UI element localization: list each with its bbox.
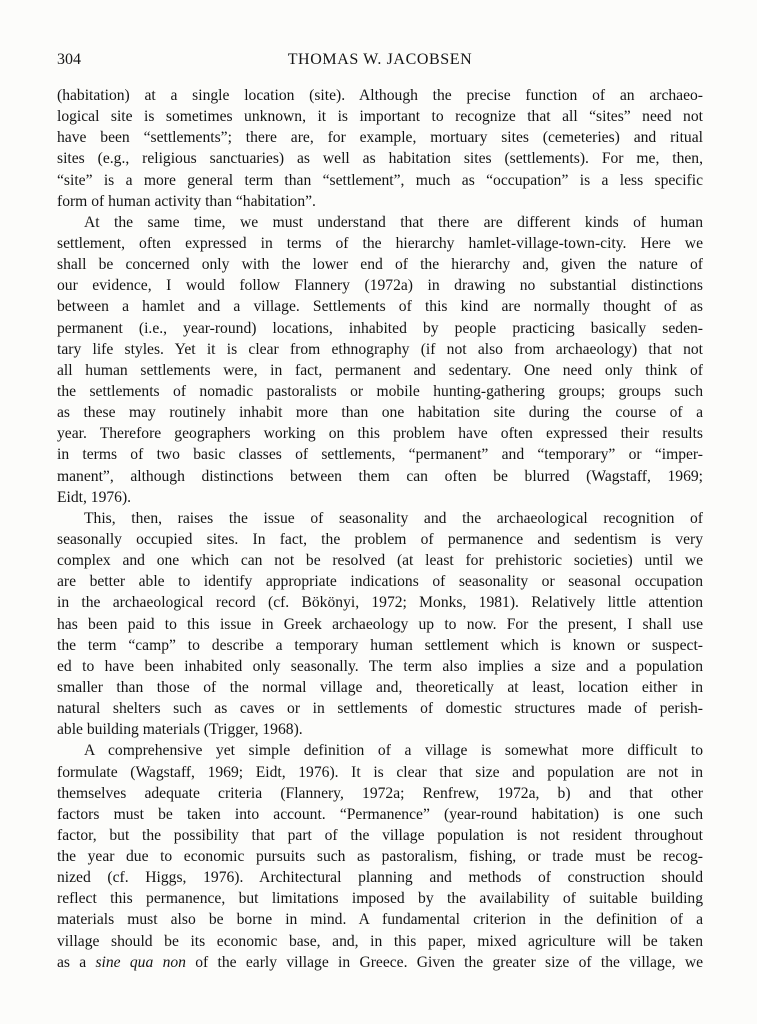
- paragraph: [57, 740, 703, 973]
- text-segment: ed to have been inhabited only seasonally. The term also implies a size and a population: [57, 657, 703, 675]
- text-line: [57, 339, 703, 360]
- text-segment: as a: [57, 953, 96, 971]
- text-segment: complex and one which can not be resolved (at least for prehistoric societies) until we: [57, 552, 703, 570]
- text-line: [57, 677, 703, 698]
- text-segment: all human settlements were, in fact, permanent and sedentary. One need only think of: [57, 361, 703, 379]
- text-segment: year. Therefore geographers working on this problem have often expressed their results: [57, 425, 703, 443]
- text-segment: the term “camp” to describe a temporary human settlement which is known or suspect-: [57, 636, 703, 654]
- text-segment: seasonally occupied sites. In fact, the problem of permanence and sedentism is very: [57, 530, 703, 548]
- text-segment: the settlements of nomadic pastoralists or mobile hunting-gathering groups; groups such: [57, 382, 703, 400]
- text-segment: our evidence, I would follow Flannery (1972a) in drawing no substantial distinctions: [57, 277, 703, 295]
- text-line: [57, 106, 703, 127]
- text-line: [57, 656, 703, 677]
- text-segment: has been paid to this issue in Greek archaeology up to now. For the present, I shall use: [57, 615, 703, 633]
- text-line: [57, 318, 703, 339]
- text-line: [57, 804, 703, 825]
- text-segment: the year due to economic pursuits such as pastoralism, fishing, or trade must be recog-: [57, 848, 703, 866]
- text-line: [57, 529, 703, 550]
- text-segment: in the archaeological record (cf. Bökönyi, 1972; Monks, 1981). Relatively little attention: [57, 594, 703, 612]
- text-line: [57, 888, 703, 909]
- text-segment: At the same time, we must understand that there are different kinds of human: [84, 213, 703, 231]
- text-segment: tary life styles. Yet it is clear from ethnography (if not also from archaeology) that not: [57, 340, 703, 358]
- italic-phrase: sine qua non: [95, 953, 186, 971]
- text-line: [57, 191, 703, 212]
- text-segment: manent”, although distinctions between them can often be blurred (Wagstaff, 1969;: [57, 467, 703, 485]
- text-line: [57, 212, 703, 233]
- text-segment: village should be its economic base, and, in this paper, mixed agriculture will be taken: [57, 932, 703, 950]
- text-segment: A comprehensive yet simple definition of a village is somewhat more difficult to: [84, 742, 703, 760]
- text-segment: materials must also be borne in mind. A fundamental criterion in the definition of a: [57, 911, 703, 929]
- paragraph: [57, 85, 703, 212]
- text-segment: factor, but the possibility that part of the village population is not resident throughout: [57, 826, 703, 844]
- text-line: [57, 275, 703, 296]
- text-line: [57, 254, 703, 275]
- text-line: [57, 487, 703, 508]
- text-line: [57, 550, 703, 571]
- text-segment: themselves adequate criteria (Flannery, 1972a; Renfrew, 1972a, b) and that other: [57, 784, 703, 802]
- text-line: [57, 381, 703, 402]
- text-line: [57, 952, 703, 973]
- text-segment: as these may routinely inhabit more than one habitation site during the course of a: [57, 404, 703, 422]
- text-segment: permanent (i.e., year-round) locations, inhabited by people practicing basically seden-: [57, 319, 703, 337]
- text-segment: “site” is a more general term than “settlement”, much as “occupation” is a less specific: [57, 171, 703, 189]
- text-line: [57, 867, 703, 888]
- text-segment: form of human activity than “habitation”.: [57, 192, 316, 210]
- text-line: [57, 719, 703, 740]
- text-line: [57, 423, 703, 444]
- text-segment: sites (e.g., religious sanctuaries) as well as habitation sites (settlements). For me, then,: [57, 150, 703, 168]
- text-line: [57, 740, 703, 761]
- text-line: [57, 635, 703, 656]
- text-line: [57, 127, 703, 148]
- text-line: [57, 170, 703, 191]
- text-segment: able building materials (Trigger, 1968).: [57, 721, 303, 739]
- text-segment: settlement, often expressed in terms of the hierarchy hamlet-village-town-city. Here we: [57, 234, 703, 252]
- text-line: [57, 148, 703, 169]
- text-line: [57, 466, 703, 487]
- text-segment: in terms of two basic classes of settlements, “permanent” and “temporary” or “imper-: [57, 446, 703, 464]
- text-line: [57, 85, 703, 106]
- paragraph: [57, 508, 703, 741]
- body-text: [57, 85, 703, 973]
- text-segment: natural shelters such as caves or in settlements of domestic structures made of perish-: [57, 700, 703, 718]
- text-line: [57, 444, 703, 465]
- text-segment: shall be concerned only with the lower end of the hierarchy and, given the nature of: [57, 256, 703, 274]
- text-line: [57, 698, 703, 719]
- text-line: [57, 508, 703, 529]
- text-line: [57, 846, 703, 867]
- text-line: [57, 402, 703, 423]
- text-segment: smaller than those of the normal village and, theoretically at least, location either in: [57, 678, 703, 696]
- text-segment: have been “settlements”; there are, for example, mortuary sites (cemeteries) and ritual: [57, 129, 703, 147]
- text-line: [57, 783, 703, 804]
- text-segment: Eidt, 1976).: [57, 488, 132, 506]
- text-segment: logical site is sometimes unknown, it is important to recognize that all “sites” need not: [57, 108, 703, 126]
- text-segment: formulate (Wagstaff, 1969; Eidt, 1976). It is clear that size and population are not in: [57, 763, 703, 781]
- text-line: [57, 233, 703, 254]
- page-header: [57, 50, 703, 70]
- text-segment: nized (cf. Higgs, 1976). Architectural planning and methods of construction should: [57, 869, 703, 887]
- text-line: [57, 614, 703, 635]
- text-segment: (habitation) at a single location (site). Although the precise function of an archaeo-: [57, 87, 703, 104]
- text-line: [57, 592, 703, 613]
- running-head: THOMAS W. JACOBSEN: [287, 51, 473, 68]
- page-number: 304: [57, 51, 81, 68]
- text-line: [57, 762, 703, 783]
- text-line: [57, 909, 703, 930]
- text-line: [57, 931, 703, 952]
- text-segment: of the early village in Greece. Given the greater size of the village, we: [185, 953, 703, 971]
- text-segment: This, then, raises the issue of seasonality and the archaeological recognition of: [84, 509, 703, 527]
- text-segment: factors must be taken into account. “Permanence” (year-round habitation) is one such: [57, 805, 703, 823]
- text-line: [57, 825, 703, 846]
- text-segment: between a hamlet and a village. Settlements of this kind are normally thought of as: [57, 298, 703, 316]
- text-line: [57, 360, 703, 381]
- text-segment: are better able to identify appropriate indications of seasonality or seasonal occupation: [57, 573, 703, 591]
- paragraph: [57, 212, 703, 508]
- text-line: [57, 571, 703, 592]
- text-line: [57, 296, 703, 317]
- text-segment: reflect this permanence, but limitations imposed by the availability of suitable building: [57, 890, 703, 908]
